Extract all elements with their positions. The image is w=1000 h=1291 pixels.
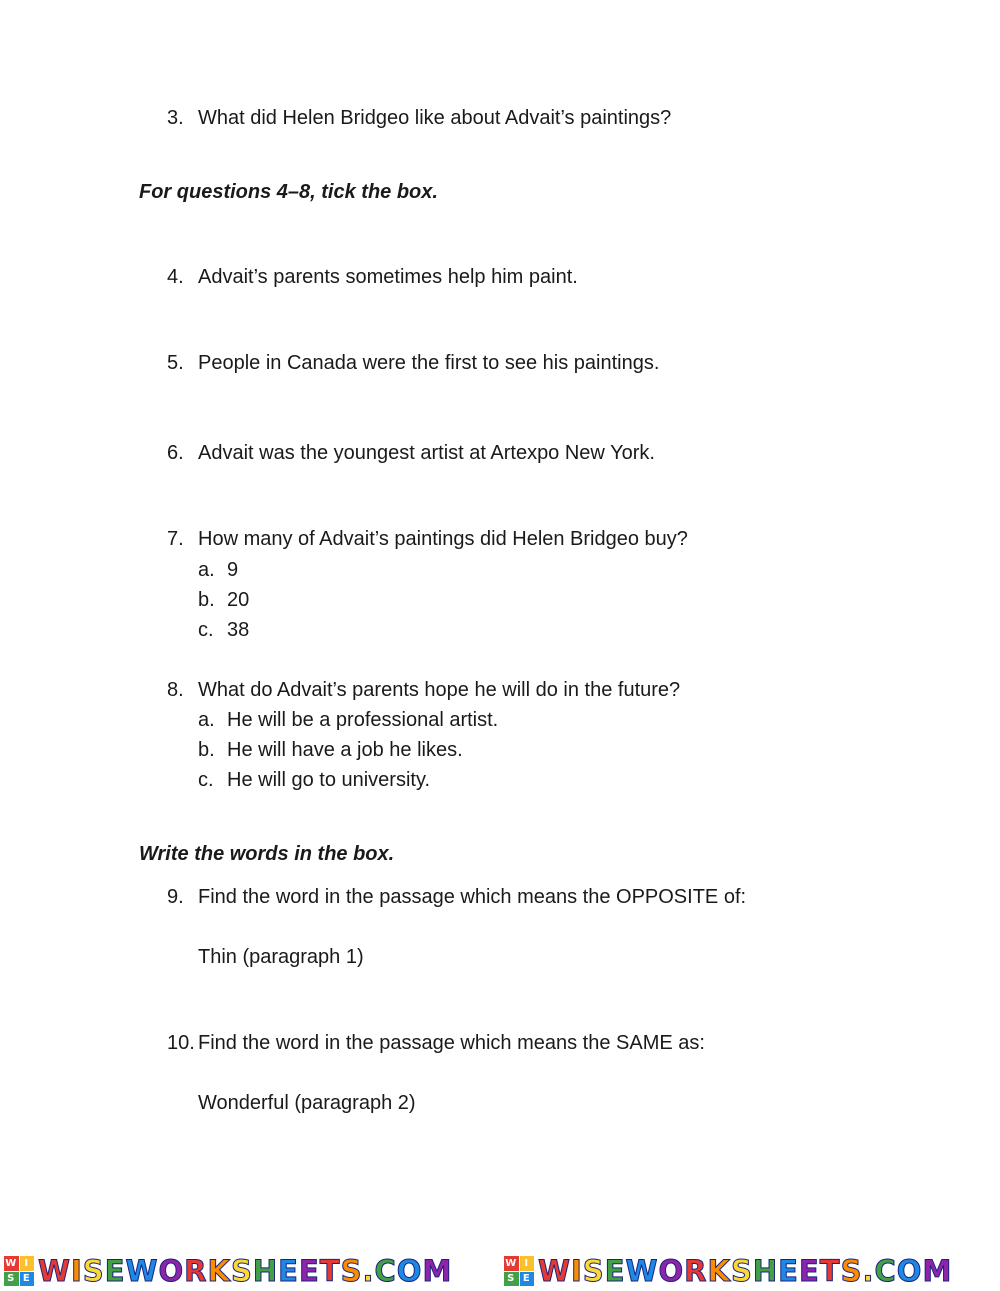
question-10-text: Find the word in the passage which means the SAME as: [198,1032,705,1054]
question-4-text: Advait’s parents sometimes help him paint. [198,266,578,288]
question-8-option-c[interactable]: He will go to university. [227,769,431,791]
question-8-text: What do Advait’s parents hope he will do in the future? [198,679,681,701]
question-5-text: People in Canada were the first to see his paintings. [198,352,660,374]
brand-watermark-right [504,1254,952,1288]
brand-letter: H [752,1254,779,1288]
brand-letter: E [778,1254,799,1288]
brand-letter: S [230,1254,253,1288]
section-heading-write: Write the words in the box. [139,843,395,865]
question-3-number: 3. [167,107,184,129]
brand-letter: O [158,1254,185,1288]
brand-logo-icon [504,1256,534,1286]
brand-letter: W [125,1254,159,1288]
question-9-text: Find the word in the passage which means the OPPOSITE of: [198,886,747,908]
brand-watermark-left [4,1254,452,1288]
brand-letter: K [707,1254,731,1288]
brand-letter: K [207,1254,231,1288]
brand-letter: R [684,1254,708,1288]
brand-letter: S [82,1254,105,1288]
section-heading-tick: For questions 4–8, tick the box. [139,181,438,203]
logo-letter: I [20,1256,35,1271]
question-7-option-a[interactable]: 9 [227,559,239,581]
question-7-text: How many of Advait’s paintings did Helen Bridgeo buy? [198,528,688,550]
brand-letter: E [278,1254,299,1288]
brand-letter: M [922,1254,953,1288]
logo-letter: E [520,1272,535,1287]
brand-letter: H [252,1254,279,1288]
brand-logo-icon [4,1256,34,1286]
brand-letter: T [319,1254,341,1288]
question-8-option-c-letter: c. [198,769,214,791]
question-9-prompt: Thin (paragraph 1) [198,946,364,968]
question-8-option-a[interactable]: He will be a professional artist. [227,709,499,731]
question-6-number: 6. [167,442,184,464]
brand-letter: T [819,1254,841,1288]
brand-letter: M [422,1254,453,1288]
brand-letter: . [862,1254,875,1288]
brand-letter: O [896,1254,923,1288]
question-5-number: 5. [167,352,184,374]
brand-letter: S [340,1254,363,1288]
logo-letter: W [505,1257,518,1269]
question-9-number: 9. [167,886,184,908]
brand-letter: . [362,1254,375,1288]
brand-letter: C [374,1254,397,1288]
question-8-option-b-letter: b. [198,739,215,761]
brand-letter: O [658,1254,685,1288]
question-4-number: 4. [167,266,184,288]
question-10-prompt: Wonderful (paragraph 2) [198,1092,416,1114]
brand-letter: E [798,1254,820,1288]
logo-letter: S [4,1272,19,1287]
brand-letter: I [71,1254,83,1288]
brand-letter: W [625,1254,659,1288]
question-6-text: Advait was the youngest artist at Artexpo New York. [198,442,655,464]
brand-letter: O [396,1254,423,1288]
question-7-option-b-letter: b. [198,589,215,611]
logo-letter: W [5,1257,18,1269]
brand-letter: E [604,1254,626,1288]
brand-letter: I [571,1254,583,1288]
question-7-option-c[interactable]: 38 [227,619,250,641]
brand-letter: S [582,1254,605,1288]
logo-letter: E [20,1272,35,1287]
question-7-number: 7. [167,528,184,550]
question-7-option-c-letter: c. [198,619,214,641]
brand-letter: S [840,1254,863,1288]
brand-text [38,1254,452,1288]
question-10-number: 10. [167,1032,195,1054]
question-7-option-b[interactable]: 20 [227,589,250,611]
question-3-text: What did Helen Bridgeo like about Advait’s paintings? [198,107,672,129]
logo-letter: S [504,1272,519,1287]
brand-letter: E [104,1254,126,1288]
brand-letter: C [874,1254,897,1288]
brand-letter: S [730,1254,753,1288]
brand-text [538,1254,952,1288]
brand-letter: E [298,1254,320,1288]
brand-letter: W [38,1254,71,1288]
question-8-number: 8. [167,679,184,701]
question-8-option-b[interactable]: He will have a job he likes. [227,739,463,761]
brand-letter: R [184,1254,208,1288]
question-8-option-a-letter: a. [198,709,215,731]
brand-letter: W [538,1254,571,1288]
footer-watermark [0,1252,1000,1291]
question-7-option-a-letter: a. [198,559,215,581]
logo-letter: I [520,1256,535,1271]
